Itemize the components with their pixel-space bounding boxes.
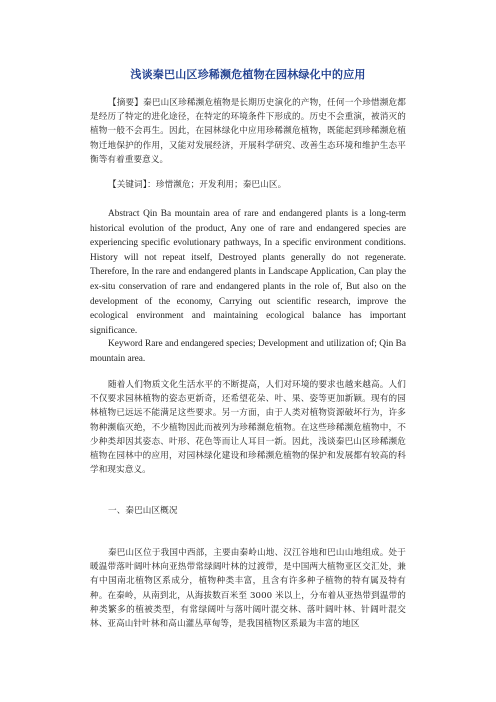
document-title: 浅谈秦巴山区珍稀濒危植物在园林绿化中的应用 bbox=[130, 68, 366, 81]
abstract-label: 【摘要】 bbox=[108, 98, 144, 108]
intro-paragraph: 随着人们物质文化生活水平的不断提高，人们对环境的要求也越来越高。人们不仅要求园林植物的姿态更新奇，还希望花朵、叶、果、姿等更加新颖。现有的园林植物已远远不能满足这些要求。另一方面，由于人类对植物资源破坏行为，许多物种濒临灭绝，不少植物因此而被列为珍稀濒危植物。在这些珍稀濒危植物中，不少种类却因其姿态、叶形、花色等而让人耳目一新。因此，浅谈秦巴山区珍稀濒危植物在园林中的应用，对园林绿化建设和珍稀濒危植物的保护和发展都有较高的科学和现实意义。 bbox=[90, 380, 406, 476]
keywords-paragraph bbox=[90, 178, 406, 192]
section-paragraph: 秦巴山区位于我国中西部，主要由秦岭山地、汉江谷地和巴山山地组成。处于暖温带落叶阔叶林向亚热带常绿阔叶林的过渡带，是中国两大植物亚区交汇处，兼有中国南北植物区系成分，植物种类丰富，且含有许多种子植物的特有属及特有种。在秦岭，从南到北，从海拔数百米至 3000 米以上，分布着从亚热带到温带的种类繁多的植被类型，有常绿阔叶与落叶阔叶混交林、落叶阔叶林、针阔叶混交林、亚高山针叶林和高山灌丛草甸等，是我国植物区系最为丰富的地区 bbox=[90, 548, 406, 630]
keywords-text: 珍惜濒危；开发利用；秦巴山区。 bbox=[155, 180, 287, 190]
keywords-label: 【关键词】： bbox=[108, 180, 156, 190]
english-keywords: Keyword Rare and endangered species; Development and utilization of; Qin Ba mountain area. bbox=[90, 339, 406, 364]
english-abstract: Abstract Qin Ba mountain area of rare and endangered plants is a long-term historical evolution of the product, Any one of rare and endangered species are experiencing specific evolutionary pathways, In a specific environment conditions. History will not repeat itself, Destroyed plants generally do not regenerate. Therefore, In the rare and endangered plants in Landscape Application, Can play the ex-situ conservation of rare and endangered plants in the role of, But also on the development of the economy, Carrying out scientific research, improve the ecological environment and maintaining ecological balance has important significance. bbox=[90, 209, 406, 336]
section-heading: 一、秦巴山区概况 bbox=[108, 506, 178, 516]
abstract-paragraph bbox=[90, 96, 406, 167]
abstract-text: 秦巴山区珍稀濒危植物是长期历史演化的产物，任何一个珍惜濒危都是经历了特定的进化途径，在特定的环境条件下形成的。历史不会重演，被消灭的植物一般不会再生。因此，在园林绿化中应用珍稀濒危植物，既能起到珍稀濒危植物迁地保护的作用，又能对发展经济，开展科学研究、改善生态环境和维护生态平衡等有着重要意义。 bbox=[90, 98, 406, 165]
